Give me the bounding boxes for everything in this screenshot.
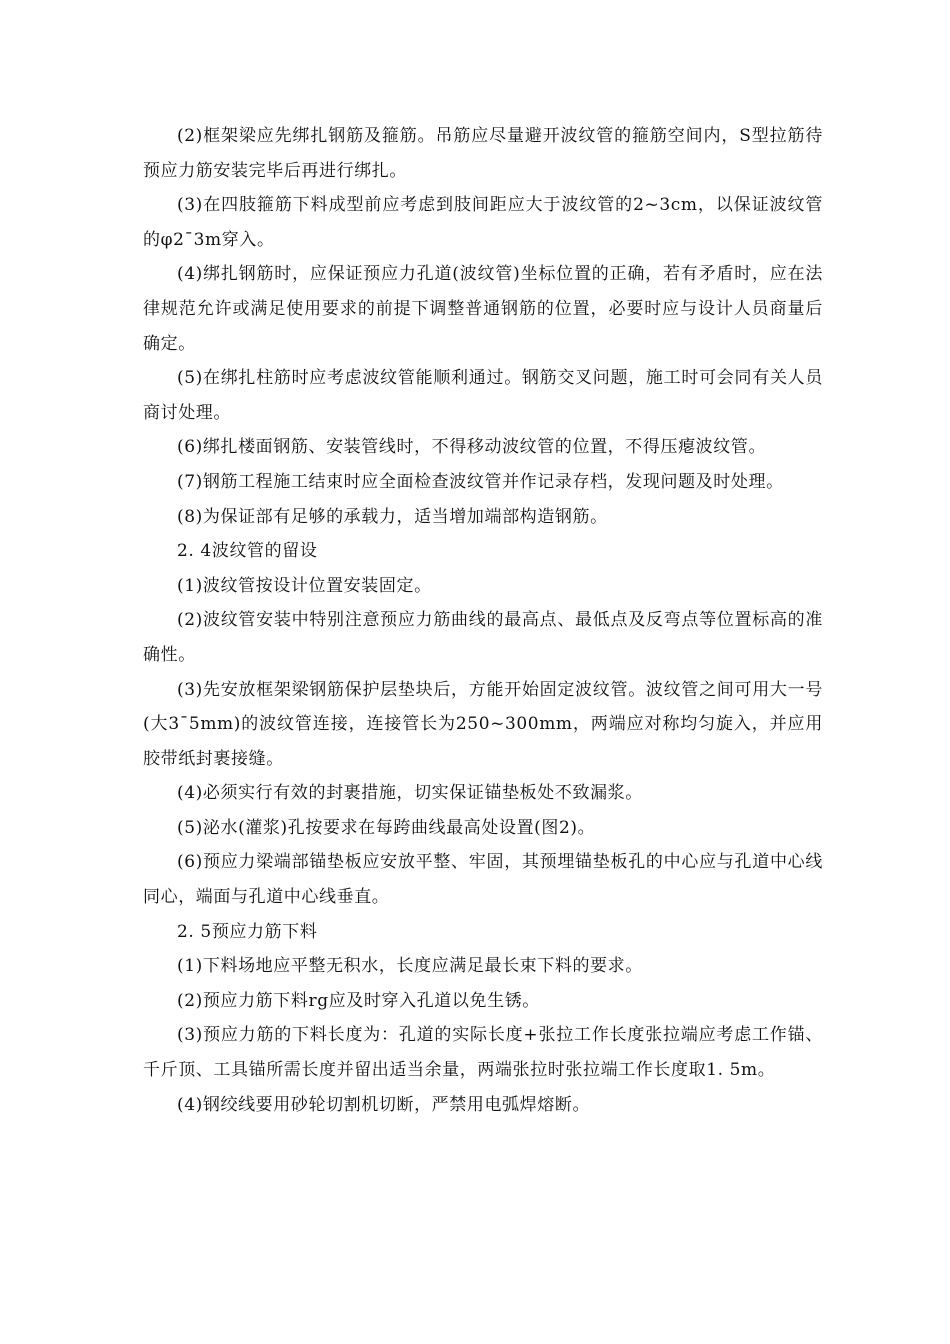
paragraph-3-four-leg-stirrups: (3)在四肢箍筋下料成型前应考虑到肢间距应大于波纹管的2~3cm，以保证波纹管的φ2¯3m穿入。	[143, 195, 823, 250]
section-heading-2-5: 2. 5预应力筋下料	[177, 921, 318, 942]
paragraph-4-cutting-method: (4)钢绞线要用砂轮切割机切断，严禁用电弧焊熔断。	[177, 1094, 591, 1115]
paragraph-2-threading: (2)预应力筋下料rg应及时穿入孔道以免生锈。	[177, 990, 540, 1011]
paragraph-6-floor-rebar: (6)绑扎楼面钢筋、安装管线时，不得移动波纹管的位置，不得压瘪波纹管。	[177, 437, 767, 458]
paragraph-1-cutting-site: (1)下料场地应平整无积水，长度应满足最长束下料的要求。	[177, 956, 643, 977]
paragraph-3-cut-length: (3)预应力筋的下料长度为：孔道的实际长度+张拉工作长度张拉端应考虑工作锚、千斤顶、工具锚所需长度并留出适当余量，两端张拉时张拉端工作长度取1. 5m。	[143, 1025, 823, 1081]
paragraph-7-inspection: (7)钢筋工程施工结束时应全面检查波纹管并作记录存档，发现问题及时处理。	[177, 471, 784, 492]
paragraph-4-tying-rebar: (4)绑扎钢筋时，应保证预应力孔道(波纹管)坐标位置的正确，若有矛盾时，应在法律规范允许或满足使用要求的前提下调整普通钢筋的位置，必要时应与设计人员商量后确定。	[143, 264, 823, 354]
paragraph-5-grout-hole: (5)泌水(灌浆)孔按要求在每跨曲线最高处设置(图2)。	[177, 817, 596, 838]
section-heading-2-4: 2. 4波纹管的留设	[177, 541, 318, 562]
paragraph-2-framing-beam: (2)框架梁应先绑扎钢筋及箍筋。吊筋应尽量避开波纹管的箍筋空间内，S型拉筋待预应力筋安装完毕后再进行绑扎。	[143, 126, 823, 181]
paragraph-1-install-duct: (1)波纹管按设计位置安装固定。	[177, 575, 432, 596]
paragraph-3-duct-connection: (3)先安放框架梁钢筋保护层垫块后，方能开始固定波纹管。波纹管之间可用大一号(大3¯5mm)的波纹管连接，连接管长为250~300mm，两端应对称均匀旋入，并应用胶带纸封裹接缝。	[143, 679, 823, 769]
paragraph-4-sealing: (4)必须实行有效的封裹措施，切实保证锚垫板处不致漏浆。	[177, 783, 643, 804]
paragraph-2-duct-accuracy: (2)波纹管安装中特别注意预应力筋曲线的最高点、最低点及反弯点等位置标高的准确性。	[143, 610, 823, 665]
paragraph-5-column-rebar: (5)在绑扎柱筋时应考虑波纹管能顺利通过。钢筋交叉问题，施工时可会同有关人员商讨处理。	[143, 368, 823, 423]
document-body	[143, 119, 823, 1122]
paragraph-8-end-rebar: (8)为保证部有足够的承载力，适当增加端部构造钢筋。	[177, 506, 608, 527]
paragraph-6-anchor-plate: (6)预应力梁端部锚垫板应安放平整、牢固，其预埋锚垫板孔的中心应与孔道中心线同心，端面与孔道中心线垂直。	[143, 852, 823, 908]
